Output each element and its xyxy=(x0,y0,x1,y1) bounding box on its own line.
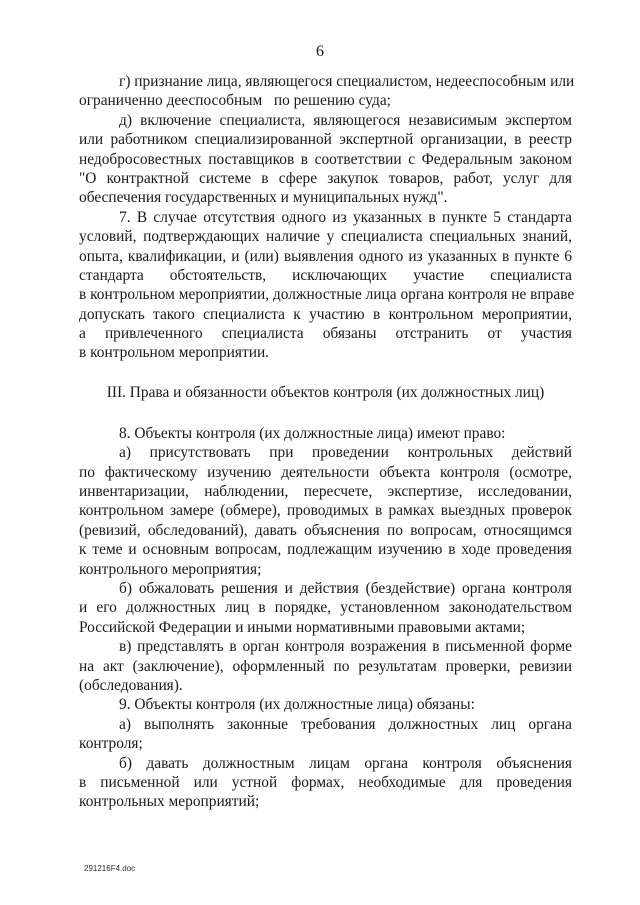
document-body xyxy=(79,72,575,812)
paragraph-line: "О контрактной системе в сфере закупок товаров, работ, услуг для xyxy=(79,169,572,187)
paragraph-line: недобросовестных поставщиков в соответствии с Федеральным законом xyxy=(79,150,572,168)
paragraph-line: контрольных мероприятий; xyxy=(79,793,260,811)
paragraph-line: к теме и основным вопросам, подлежащим изучению в ходе проведения xyxy=(79,541,572,559)
paragraph-line: ограниченно дееспособным по решению суда; xyxy=(79,92,391,110)
paragraph-line: контрольного мероприятия; xyxy=(79,560,262,578)
paragraph-line: (обследования). xyxy=(79,676,183,694)
paragraph-line: в письменной или устной формах, необходимые для проведения xyxy=(79,773,572,791)
paragraph-line: а привлеченного специалиста обязаны отстранить от участия xyxy=(79,325,572,343)
paragraph-line: д) включение специалиста, являющегося независимым экспертом xyxy=(119,111,572,129)
paragraph-line: на акт (заключение), оформленный по результатам проверки, ревизии xyxy=(79,657,572,675)
footer-file-code: 291216F4.doc xyxy=(84,864,136,873)
paragraph-line: а) выполнять законные требования должностных лиц органа xyxy=(119,715,572,733)
paragraph-line: 7. В случае отсутствия одного из указанных в пункте 5 стандарта xyxy=(119,208,572,226)
paragraph-line: контроля; xyxy=(79,735,143,753)
paragraph-line: условий, подтверждающих наличие у специалиста специальных знаний, xyxy=(79,228,572,246)
paragraph-line: г) признание лица, являющегося специалистом, недееспособным или xyxy=(119,73,575,90)
paragraph-line: в) представлять в орган контроля возражения в письменной форме xyxy=(119,638,572,656)
paragraph-line: б) давать должностным лицам органа контроля объяснения xyxy=(119,754,572,772)
paragraph-line: инвентаризации, наблюдении, пересчете, экспертизе, исследовании, xyxy=(79,483,572,501)
paragraph-line: 8. Объекты контроля (их должностные лица) имеют право: xyxy=(119,424,506,442)
paragraph-line: или работником специализированной экспертной организации, в реестр xyxy=(79,131,572,149)
paragraph-line: (ревизий, обследований), давать объяснения по вопросам, относящимся xyxy=(79,521,572,539)
paragraph-line: опыта, квалификации, и (или) выявления одного из указанных в пункте 6 xyxy=(79,247,572,265)
paragraph-line: контрольном замере (обмере), проводимых в рамках выездных проверок xyxy=(79,502,572,520)
paragraph-line: обеспечения государственных и муниципальных нужд". xyxy=(79,189,448,207)
paragraph-line: 9. Объекты контроля (их должностные лица) обязаны: xyxy=(119,696,475,714)
paragraph-line: по фактическому изучению деятельности объекта контроля (осмотре, xyxy=(79,463,572,481)
paragraph-line: в контрольном мероприятии. xyxy=(79,344,270,362)
paragraph-line: б) обжаловать решения и действия (бездействие) органа контроля xyxy=(119,579,572,597)
paragraph-line: а) присутствовать при проведении контрольных действий xyxy=(119,444,572,462)
section-heading: III. Права и обязанности объектов контроля (их должностных лиц) xyxy=(106,383,545,401)
paragraph-line: в контрольном мероприятии, должностные лица органа контроля не вправе xyxy=(79,286,575,304)
paragraph-line: допускать такого специалиста к участию в контрольном мероприятии, xyxy=(79,305,572,323)
paragraph-line: стандарта обстоятельств, исключающих участие специалиста xyxy=(79,266,572,284)
paragraph-line: Российской Федерации и иными нормативными правовыми актами; xyxy=(79,618,526,636)
page-number: 6 xyxy=(316,43,324,60)
paragraph-line: и его должностных лиц в порядке, установленном законодательством xyxy=(79,599,572,617)
